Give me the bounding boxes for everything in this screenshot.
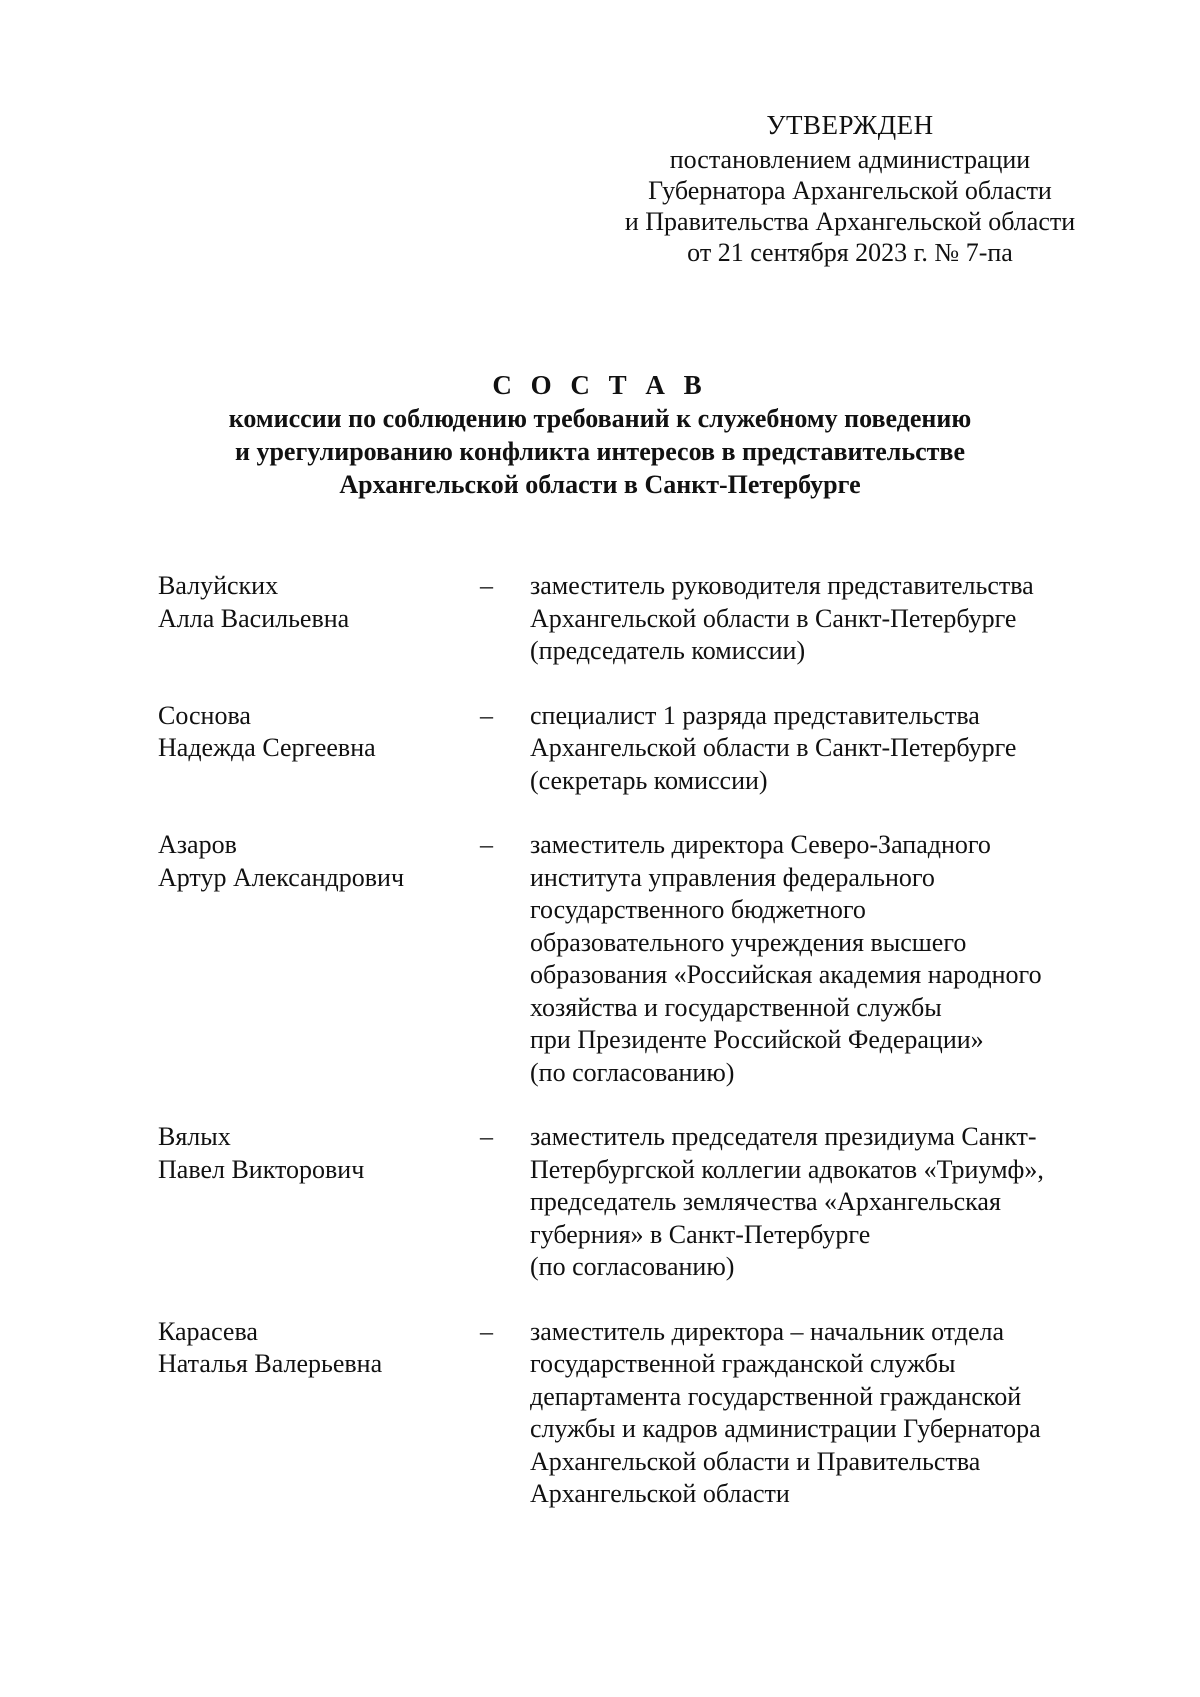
member-dash: –: [480, 1122, 493, 1151]
member-role: [530, 570, 1090, 668]
member-row: [158, 1121, 1118, 1284]
member-name: [158, 700, 478, 798]
member-role: [530, 1121, 1090, 1284]
role-line: государственной гражданской службы: [530, 1349, 956, 1378]
member-name: [158, 1121, 478, 1284]
member-row: [158, 700, 1118, 798]
role-line: заместитель директора Северо-Западного: [530, 830, 991, 859]
title-line: Архангельской области в Санкт-Петербурге: [339, 470, 861, 499]
role-line: при Президенте Российской Федерации»: [530, 1025, 984, 1054]
role-line: Архангельской области и Правительства: [530, 1446, 981, 1476]
role-line: (по согласованию): [530, 1057, 735, 1087]
member-surname: Вялых: [158, 1122, 231, 1151]
role-line: председатель землячества «Архангельская: [530, 1187, 1001, 1216]
title-line: комиссии по соблюдению требований к служебному поведению: [228, 404, 972, 433]
role-line: заместитель руководителя представительства: [530, 571, 1034, 600]
role-line: государственного бюджетного: [530, 895, 866, 924]
role-line: департамента государственной гражданской: [530, 1381, 1022, 1411]
role-line: института управления федерального: [530, 862, 935, 892]
approval-heading: УТВЕРЖДЕН: [766, 110, 934, 140]
role-line: заместитель председателя президиума Санкт-: [530, 1122, 1037, 1151]
role-line: Петербургской коллегии адвокатов «Триумф»,: [530, 1154, 1044, 1184]
role-line: Архангельской области в Санкт-Петербурге: [530, 603, 1017, 633]
role-line: образовательного учреждения высшего: [530, 927, 967, 957]
role-line: заместитель директора – начальник отдела: [530, 1316, 1005, 1346]
title-main: С О С Т А В: [492, 370, 708, 400]
member-name: [158, 570, 478, 668]
member-given-name: Наталья Валерьевна: [158, 1349, 383, 1378]
role-line: (председатель комиссии): [530, 636, 806, 665]
member-role: [530, 700, 1090, 798]
member-dash: –: [480, 830, 493, 859]
member-given-name: Артур Александрович: [158, 862, 405, 892]
approval-date-line: от 21 сентября 2023 г. № 7-па: [687, 238, 1013, 267]
role-line: специалист 1 разряда представительства: [530, 700, 980, 730]
member-given-name: Павел Викторович: [158, 1154, 365, 1184]
document-title: [150, 368, 1050, 501]
member-surname: Азаров: [158, 830, 237, 859]
member-surname: Валуйских: [158, 571, 279, 600]
member-given-name: Надежда Сергеевна: [158, 733, 376, 762]
role-line: губерния» в Санкт-Петербурге: [530, 1219, 871, 1249]
member-name: [158, 1316, 478, 1511]
approval-line: Губернатора Архангельской области: [648, 176, 1052, 205]
member-dash: –: [480, 700, 493, 730]
title-line: и урегулированию конфликта интересов в представительстве: [234, 437, 966, 466]
member-surname: Карасева: [158, 1316, 258, 1346]
role-line: образования «Российская академия народного: [530, 960, 1042, 989]
member-row: [158, 829, 1118, 1089]
members-list: [158, 570, 1118, 1543]
member-dash: –: [480, 571, 493, 600]
member-given-name: Алла Васильевна: [158, 603, 350, 633]
role-line: Архангельской области: [530, 1479, 790, 1508]
approval-line: и Правительства Архангельской области: [624, 207, 1076, 236]
role-line: (секретарь комиссии): [530, 765, 768, 795]
member-row: [158, 1316, 1118, 1511]
approval-line: постановлением администрации: [669, 145, 1031, 174]
role-line: хозяйства и государственной службы: [530, 992, 942, 1022]
role-line: службы и кадров администрации Губернатора: [530, 1414, 1041, 1443]
member-name: [158, 829, 478, 1089]
approval-stamp: [590, 108, 1110, 268]
member-role: [530, 829, 1090, 1089]
role-line: (по согласованию): [530, 1252, 735, 1281]
member-surname: Соснова: [158, 700, 251, 730]
member-dash: –: [480, 1316, 493, 1346]
member-role: [530, 1316, 1090, 1511]
member-row: [158, 570, 1118, 668]
role-line: Архангельской области в Санкт-Петербурге: [530, 733, 1017, 762]
